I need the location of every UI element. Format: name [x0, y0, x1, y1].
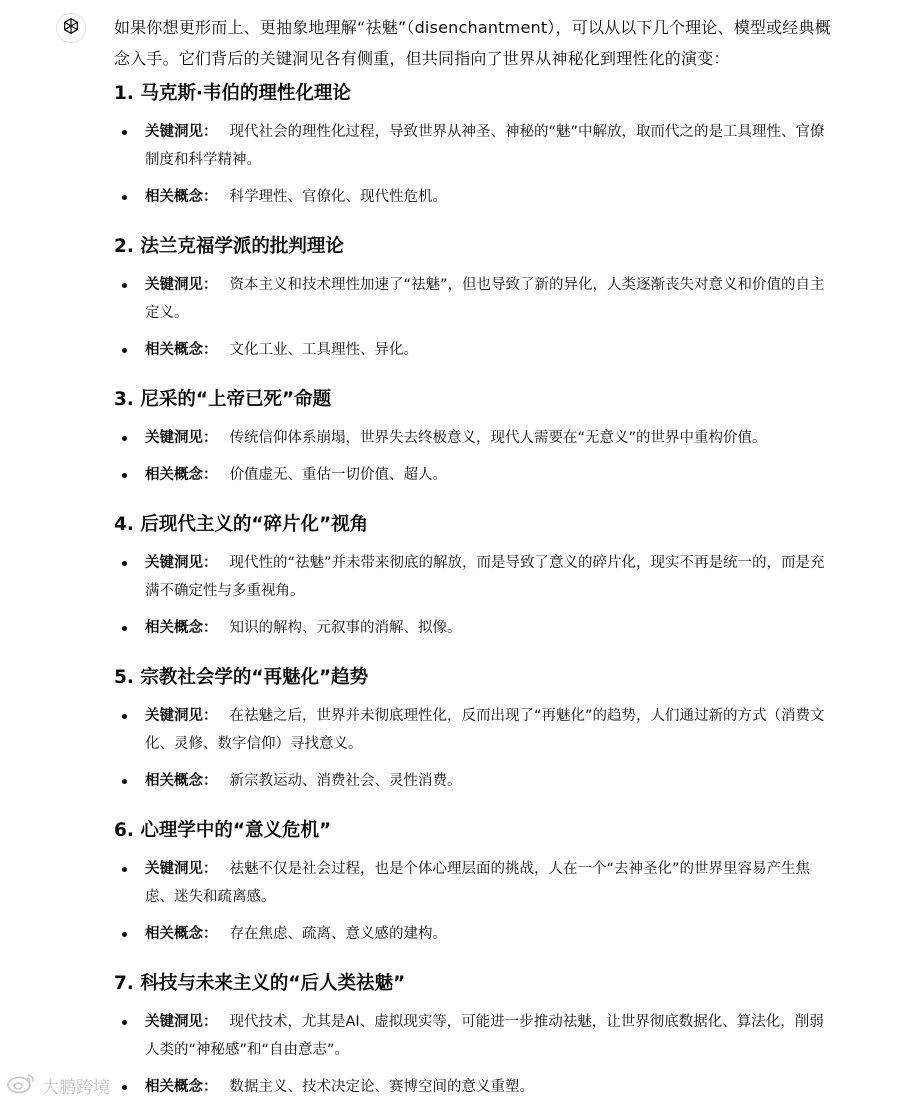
- insight-text: 资本主义和技术理性加速了“祛魅”，但也导致了新的异化，人类逐渐丧失对意义和价值的自主定义。: [145, 277, 825, 321]
- insight-label: 关键洞见：: [145, 1014, 218, 1030]
- bullet-icon: [122, 283, 127, 288]
- section-points: [114, 702, 836, 795]
- intro-paragraph: 如果你想更形而上、更抽象地理解“祛魅”（disenchantment），可以从以下几个理论、模型或经典概念入手。它们背后的关键洞见各有侧重，但共同指向了世界从神秘化到理性化的演变：: [114, 18, 831, 68]
- bullet-icon: [122, 1085, 127, 1090]
- concepts-item: [114, 767, 836, 795]
- section-points: [114, 855, 836, 948]
- insight-item: [114, 118, 836, 174]
- insight-label: 关键洞见：: [145, 861, 218, 877]
- bullet-icon: [122, 195, 127, 200]
- bullet-icon: [122, 714, 127, 719]
- insight-item: [114, 702, 836, 758]
- concepts-label: 相关概念：: [145, 342, 218, 358]
- section-1: [114, 80, 836, 211]
- section-title: 1. 马克斯·韦伯的理性化理论: [114, 83, 351, 104]
- insight-label: 关键洞见：: [145, 708, 218, 724]
- concepts-label: 相关概念：: [145, 773, 218, 789]
- section-title: 6. 心理学中的“意义危机”: [114, 820, 332, 841]
- watermark-text: 大鹏跨境: [42, 1078, 110, 1098]
- concepts-label: 相关概念：: [145, 189, 218, 205]
- section-title: 2. 法兰克福学派的批判理论: [114, 236, 344, 257]
- section-3: [114, 386, 836, 489]
- insight-label: 关键洞见：: [145, 124, 218, 140]
- section-7: [114, 970, 836, 1101]
- section-title: 4. 后现代主义的“碎片化”视角: [114, 514, 369, 535]
- insight-item: [114, 1008, 836, 1064]
- insight-text: 现代技术，尤其是AI、虚拟现实等，可能进一步推动祛魅，让世界彻底数据化、算法化，削弱人类的“神秘感”和“自由意志”。: [145, 1014, 824, 1058]
- concepts-text: 知识的解构、元叙事的消解、拟像。: [229, 620, 462, 636]
- bullet-icon: [122, 867, 127, 872]
- concepts-label: 相关概念：: [145, 1079, 218, 1095]
- section-4: [114, 511, 836, 642]
- concepts-text: 新宗教运动、消费社会、灵性消费。: [229, 773, 462, 789]
- section-2: [114, 233, 836, 364]
- section-title: 5. 宗教社会学的“再魅化”趋势: [114, 667, 369, 688]
- insight-label: 关键洞见：: [145, 555, 218, 571]
- insight-text: 祛魅不仅是社会过程，也是个体心理层面的挑战，人在一个“去神圣化”的世界里容易产生焦虑、迷失和疏离感。: [145, 861, 811, 905]
- sections-container: [114, 80, 836, 1101]
- insight-item: [114, 549, 836, 605]
- concepts-label: 相关概念：: [145, 926, 218, 942]
- concepts-text: 文化工业、工具理性、异化。: [229, 342, 418, 358]
- insight-text: 在祛魅之后，世界并未彻底理性化，反而出现了“再魅化”的趋势，人们通过新的方式（消费文化、灵修、数字信仰）寻找意义。: [145, 708, 825, 752]
- bullet-icon: [122, 779, 127, 784]
- section-points: [114, 271, 836, 364]
- section-title: 3. 尼采的“上帝已死”命题: [114, 389, 332, 410]
- insight-item: [114, 855, 836, 911]
- assistant-message: [114, 12, 836, 1110]
- concepts-text: 价值虚无、重估一切价值、超人。: [229, 467, 447, 483]
- insight-label: 关键洞见：: [145, 430, 218, 446]
- insight-text: 传统信仰体系崩塌，世界失去终极意义，现代人需要在“无意义”的世界中重构价值。: [229, 430, 767, 446]
- bullet-icon: [122, 932, 127, 937]
- bullet-icon: [122, 473, 127, 478]
- concepts-item: [114, 336, 836, 364]
- concepts-text: 数据主义、技术决定论、赛博空间的意义重塑。: [229, 1079, 534, 1095]
- bullet-icon: [122, 626, 127, 631]
- section-title: 7. 科技与未来主义的“后人类祛魅”: [114, 973, 406, 994]
- openai-logo-icon: [61, 16, 81, 40]
- insight-text: 现代社会的理性化过程，导致世界从神圣、神秘的“魅”中解放，取而代之的是工具理性、官僚制度和科学精神。: [145, 124, 825, 168]
- insight-label: 关键洞见：: [145, 277, 218, 293]
- concepts-item: [114, 920, 836, 948]
- section-points: [114, 424, 836, 489]
- insight-item: [114, 424, 836, 452]
- bullet-icon: [122, 1020, 127, 1025]
- concepts-label: 相关概念：: [145, 467, 218, 483]
- concepts-item: [114, 614, 836, 642]
- concepts-item: [114, 183, 836, 211]
- concepts-text: 存在焦虑、疏离、意义感的建构。: [229, 926, 447, 942]
- section-points: [114, 1008, 836, 1101]
- bullet-icon: [122, 130, 127, 135]
- insight-text: 现代性的“祛魅”并未带来彻底的解放，而是导致了意义的碎片化，现实不再是统一的，而是充满不确定性与多重视角。: [145, 555, 825, 599]
- concepts-label: 相关概念：: [145, 620, 218, 636]
- section-points: [114, 118, 836, 211]
- concepts-item: [114, 1073, 836, 1101]
- weibo-logo-icon: [6, 1072, 36, 1099]
- bullet-icon: [122, 561, 127, 566]
- insight-item: [114, 271, 836, 327]
- section-6: [114, 817, 836, 948]
- section-points: [114, 549, 836, 642]
- assistant-avatar: [56, 13, 86, 43]
- bullet-icon: [122, 436, 127, 441]
- section-5: [114, 664, 836, 795]
- concepts-item: [114, 461, 836, 489]
- watermark: [6, 1072, 110, 1099]
- concepts-text: 科学理性、官僚化、现代性危机。: [229, 189, 447, 205]
- bullet-icon: [122, 348, 127, 353]
